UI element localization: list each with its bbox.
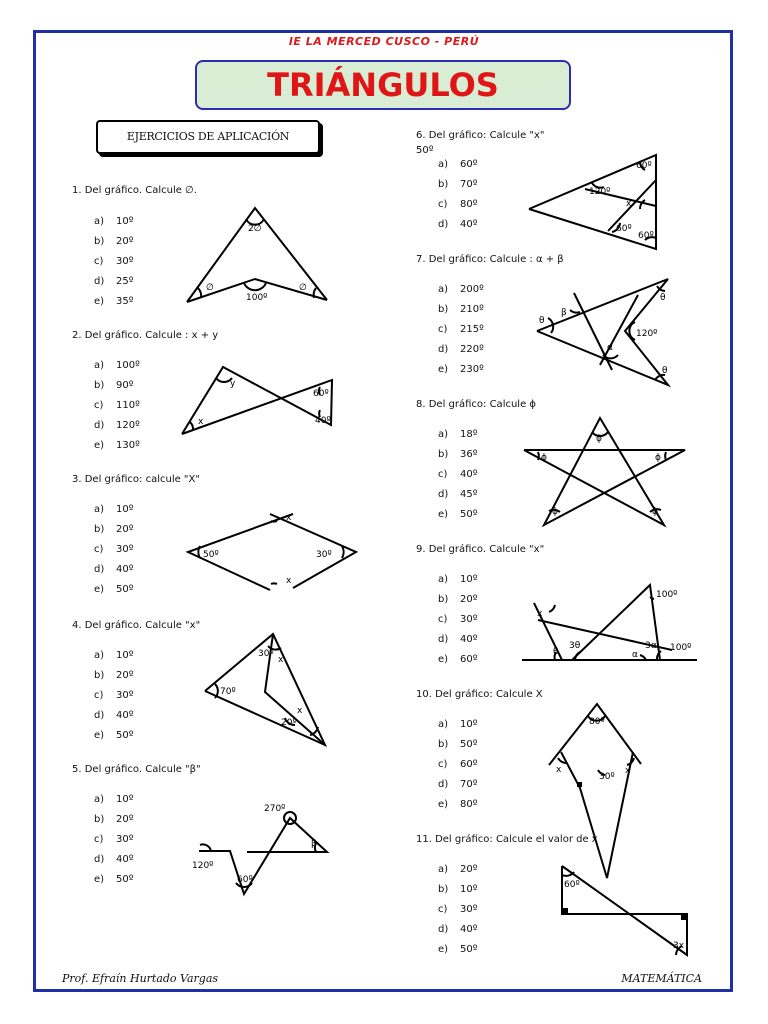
fig11-label-3x: 3x	[673, 941, 685, 951]
option-letter: d)	[94, 710, 105, 721]
option-2	[94, 810, 133, 830]
option-value: 18º	[460, 429, 478, 440]
question-9-prompt: 9. Del gráfico. Calcule "x"	[416, 544, 545, 555]
option-2	[94, 666, 133, 686]
option-letter: b)	[94, 670, 105, 681]
footer-course: MATEMÁTICA	[621, 972, 702, 985]
option-4	[438, 920, 477, 940]
option-5	[94, 292, 133, 312]
fig4-label-x-top: x	[278, 655, 284, 665]
option-letter: d)	[94, 276, 105, 287]
option-value: 10º	[460, 574, 478, 585]
question-5-prompt: 5. Del gráfico. Calcule "β"	[72, 764, 201, 775]
option-letter: e)	[438, 364, 449, 375]
option-1	[94, 500, 133, 520]
fig1-label-2phi: 2∅	[248, 224, 262, 234]
option-letter: d)	[94, 564, 105, 575]
question-2-prompt: 2. Del gráfico. Calcule : x + y	[72, 330, 219, 341]
option-letter: c)	[438, 469, 448, 480]
option-value: 30º	[460, 614, 478, 625]
option-3	[94, 252, 133, 272]
option-value: 200º	[460, 284, 484, 295]
option-value: 10º	[116, 650, 134, 661]
fig6-label-120: 120º	[589, 187, 611, 197]
fig4-label-70: 70º	[220, 687, 236, 697]
option-5	[438, 505, 477, 525]
option-1	[438, 715, 477, 735]
option-letter: a)	[94, 216, 105, 227]
option-value: 60º	[460, 654, 478, 665]
option-2	[94, 376, 140, 396]
option-letter: d)	[94, 420, 105, 431]
option-letter: c)	[94, 544, 104, 555]
option-value: 30º	[460, 904, 478, 915]
fig6-label-60-bottom: 60º	[638, 231, 654, 241]
option-letter: d)	[438, 489, 449, 500]
fig8-label-phi-left: ϕ	[541, 453, 547, 463]
option-value: 10º	[116, 216, 134, 227]
option-letter: a)	[438, 429, 449, 440]
fig8-label-phi-top: ϕ	[596, 434, 602, 444]
option-letter: d)	[94, 854, 105, 865]
option-letter: e)	[94, 874, 105, 885]
fig5-label-120: 120º	[192, 861, 214, 871]
option-value: 110º	[116, 400, 140, 411]
fig3-label-x-bottom: x	[286, 576, 292, 586]
fig3-label-30: 30º	[316, 550, 332, 560]
option-2	[438, 445, 477, 465]
option-3	[438, 900, 477, 920]
option-value: 40º	[460, 634, 478, 645]
option-3	[94, 540, 133, 560]
option-value: 50º	[460, 944, 478, 955]
fig9-label-alpha: α	[632, 650, 638, 660]
option-1	[94, 212, 133, 232]
fig6-label-60-top: 60º	[636, 161, 652, 171]
question-6-options	[438, 155, 477, 235]
option-value: 20º	[460, 594, 478, 605]
option-5	[438, 795, 477, 815]
option-letter: c)	[438, 199, 448, 210]
option-5	[94, 726, 133, 746]
option-5	[438, 940, 477, 960]
title-box	[195, 60, 571, 110]
option-value: 210º	[460, 304, 484, 315]
option-letter: a)	[438, 159, 449, 170]
fig2-label-x: x	[198, 417, 204, 427]
fig4-label-30: 30º	[258, 649, 274, 659]
option-4	[94, 560, 133, 580]
fig7-label-theta-top: θ	[660, 293, 666, 303]
option-value: 120º	[116, 420, 140, 431]
option-2	[94, 520, 133, 540]
option-letter: e)	[94, 584, 105, 595]
school-name: IE LA MERCED CUSCO - PERÚ	[288, 35, 480, 48]
option-letter: b)	[94, 380, 105, 391]
option-value: 80º	[460, 199, 478, 210]
fig7-label-beta: β	[561, 308, 567, 318]
option-4	[438, 630, 477, 650]
fig7-label-alpha: α	[607, 343, 613, 353]
option-value: 40º	[116, 710, 134, 721]
fig10-label-x-right: x	[625, 766, 631, 776]
option-letter: a)	[438, 574, 449, 585]
option-letter: a)	[438, 864, 449, 875]
option-5	[94, 870, 133, 890]
option-value: 20º	[116, 814, 134, 825]
option-value: 40º	[460, 924, 478, 935]
option-letter: e)	[94, 296, 105, 307]
option-4	[94, 272, 133, 292]
option-4	[438, 775, 477, 795]
option-value: 50º	[116, 730, 134, 741]
fig10-label-80: 80º	[589, 717, 605, 727]
option-value: 215º	[460, 324, 484, 335]
option-value: 20º	[460, 864, 478, 875]
option-1	[94, 646, 133, 666]
option-letter: a)	[438, 719, 449, 730]
option-value: 35º	[116, 296, 134, 307]
fig2-label-y: y	[230, 379, 236, 389]
question-1-options	[94, 212, 133, 312]
fig5-label-beta: β	[311, 839, 317, 849]
option-value: 10º	[116, 794, 134, 805]
option-letter: b)	[94, 524, 105, 535]
question-4-options	[94, 646, 133, 746]
option-value: 70º	[460, 179, 478, 190]
question-7-prompt: 7. Del gráfico: Calcule : α + β	[416, 254, 564, 265]
fig7-label-theta-bottom: θ	[662, 366, 668, 376]
option-4	[94, 706, 133, 726]
option-3	[438, 320, 484, 340]
option-value: 50º	[460, 739, 478, 750]
option-value: 90º	[116, 380, 134, 391]
option-value: 80º	[460, 799, 478, 810]
option-value: 50º	[116, 584, 134, 595]
option-letter: b)	[438, 304, 449, 315]
question-10-options	[438, 715, 477, 815]
option-value: 10º	[116, 504, 134, 515]
option-value: 40º	[460, 469, 478, 480]
option-2	[438, 300, 484, 320]
fig1-label-100: 100º	[246, 293, 268, 303]
fig9-label-x: x	[537, 609, 543, 619]
section-subtitle: EJERCICIOS DE APLICACIÓN	[126, 130, 290, 143]
option-3	[438, 195, 477, 215]
option-letter: e)	[438, 799, 449, 810]
option-letter: c)	[438, 759, 448, 770]
option-letter: d)	[438, 924, 449, 935]
option-3	[94, 830, 133, 850]
option-value: 220º	[460, 344, 484, 355]
option-letter: d)	[438, 634, 449, 645]
fig6-label-60-mid: 60º	[616, 224, 632, 234]
question-5-options	[94, 790, 133, 890]
option-value: 30º	[116, 544, 134, 555]
option-value: 50º	[460, 509, 478, 520]
option-value: 40º	[116, 854, 134, 865]
option-value: 40º	[460, 219, 478, 230]
option-value: 100º	[116, 360, 140, 371]
fig4-label-20: 20º	[281, 718, 297, 728]
question-3-options	[94, 500, 133, 600]
option-4	[438, 340, 484, 360]
fig3-label-x-top: x	[286, 513, 292, 523]
option-4	[438, 215, 477, 235]
option-value: 25º	[116, 276, 134, 287]
option-value: 130º	[116, 440, 140, 451]
option-letter: c)	[94, 690, 104, 701]
subtitle-box	[96, 120, 320, 154]
option-value: 10º	[460, 719, 478, 730]
fig11-label-60: 60º	[564, 880, 580, 890]
option-letter: e)	[438, 654, 449, 665]
option-3	[438, 755, 477, 775]
option-letter: a)	[94, 504, 105, 515]
fig8-label-phi-bottom-left: ϕ	[552, 507, 558, 517]
option-value: 60º	[460, 759, 478, 770]
fig3-label-50: 50º	[203, 550, 219, 560]
question-7-options	[438, 280, 484, 380]
question-4-prompt: 4. Del gráfico. Calcule "x"	[72, 620, 201, 631]
option-3	[438, 465, 477, 485]
option-3	[94, 396, 140, 416]
fig1-label-phi-left: ∅	[206, 283, 214, 293]
option-letter: c)	[94, 834, 104, 845]
option-letter: d)	[438, 219, 449, 230]
option-value: 50º	[116, 874, 134, 885]
question-3-prompt: 3. Del gráfico: calcule "X"	[72, 474, 200, 485]
option-letter: c)	[438, 324, 448, 335]
option-letter: c)	[94, 400, 104, 411]
option-value: 30º	[116, 256, 134, 267]
option-2	[94, 232, 133, 252]
option-value: 30º	[116, 834, 134, 845]
option-4	[438, 485, 477, 505]
option-value: 30º	[116, 690, 134, 701]
fig9-label-3alpha: 3α	[645, 641, 657, 651]
option-value: 20º	[116, 524, 134, 535]
option-letter: a)	[94, 650, 105, 661]
option-letter: c)	[94, 256, 104, 267]
question-11-prompt: 11. Del gráfico: Calcule el valor de x	[416, 834, 598, 845]
option-letter: b)	[438, 739, 449, 750]
question-6-extra: 50º	[416, 145, 434, 156]
option-letter: d)	[438, 344, 449, 355]
footer-author: Prof. Efraín Hurtado Vargas	[62, 972, 219, 985]
option-letter: e)	[438, 944, 449, 955]
question-1-prompt: 1. Del gráfico. Calcule ∅.	[72, 185, 197, 196]
option-value: 60º	[460, 159, 478, 170]
option-1	[438, 860, 477, 880]
fig1-label-phi-right: ∅	[299, 283, 307, 293]
option-4	[94, 850, 133, 870]
fig4-label-x-bottom: x	[297, 706, 303, 716]
question-8-options	[438, 425, 477, 525]
option-5	[438, 650, 477, 670]
option-letter: b)	[438, 449, 449, 460]
fig9-label-theta: θ	[553, 647, 559, 657]
option-1	[438, 425, 477, 445]
fig5-label-60: 60º	[237, 875, 253, 885]
fig10-label-x-left: x	[556, 765, 562, 775]
option-letter: d)	[438, 779, 449, 790]
option-5	[94, 436, 140, 456]
question-2-options	[94, 356, 140, 456]
option-letter: b)	[438, 179, 449, 190]
fig7-label-120: 120º	[636, 329, 658, 339]
option-letter: a)	[94, 794, 105, 805]
question-9-options	[438, 570, 477, 670]
option-value: 40º	[116, 564, 134, 575]
option-4	[94, 416, 140, 436]
option-letter: b)	[438, 594, 449, 605]
question-11-options	[438, 860, 477, 960]
fig2-label-40: 40º	[315, 416, 331, 426]
option-letter: a)	[94, 360, 105, 371]
fig6-label-x: x	[626, 199, 632, 209]
fig5-label-270: 270º	[264, 804, 286, 814]
fig9-label-100-top: 100º	[656, 590, 678, 600]
option-letter: c)	[438, 904, 448, 915]
option-value: 36º	[460, 449, 478, 460]
fig7-label-theta-left: θ	[539, 316, 545, 326]
question-8-prompt: 8. Del gráfico: Calcule ϕ	[416, 399, 537, 410]
option-2	[438, 735, 477, 755]
option-1	[94, 356, 140, 376]
fig8-label-phi-bottom-right: ϕ	[652, 507, 658, 517]
option-value: 20º	[116, 236, 134, 247]
option-2	[438, 175, 477, 195]
option-3	[94, 686, 133, 706]
option-3	[438, 610, 477, 630]
option-letter: e)	[94, 730, 105, 741]
fig8-label-phi-right: ϕ	[655, 453, 661, 463]
option-value: 230º	[460, 364, 484, 375]
option-value: 70º	[460, 779, 478, 790]
fig9-label-3theta: 3θ	[569, 641, 581, 651]
option-1	[438, 280, 484, 300]
option-letter: b)	[438, 884, 449, 895]
page-border	[33, 30, 733, 992]
option-5	[438, 360, 484, 380]
option-5	[94, 580, 133, 600]
fig9-label-100-right: 100º	[670, 643, 692, 653]
option-letter: e)	[438, 509, 449, 520]
option-value: 20º	[116, 670, 134, 681]
question-6-prompt: 6. Del gráfico: Calcule "x"	[416, 130, 545, 141]
option-letter: a)	[438, 284, 449, 295]
question-10-prompt: 10. Del gráfico: Calcule X	[416, 689, 543, 700]
option-letter: b)	[94, 814, 105, 825]
option-1	[438, 155, 477, 175]
option-value: 45º	[460, 489, 478, 500]
option-letter: c)	[438, 614, 448, 625]
option-2	[438, 590, 477, 610]
option-letter: e)	[94, 440, 105, 451]
fig10-label-30: 30º	[599, 772, 615, 782]
option-value: 10º	[460, 884, 478, 895]
page-title: TRIÁNGULOS	[267, 66, 499, 104]
option-1	[438, 570, 477, 590]
fig2-label-60: 60º	[313, 389, 329, 399]
option-2	[438, 880, 477, 900]
option-1	[94, 790, 133, 810]
option-letter: b)	[94, 236, 105, 247]
